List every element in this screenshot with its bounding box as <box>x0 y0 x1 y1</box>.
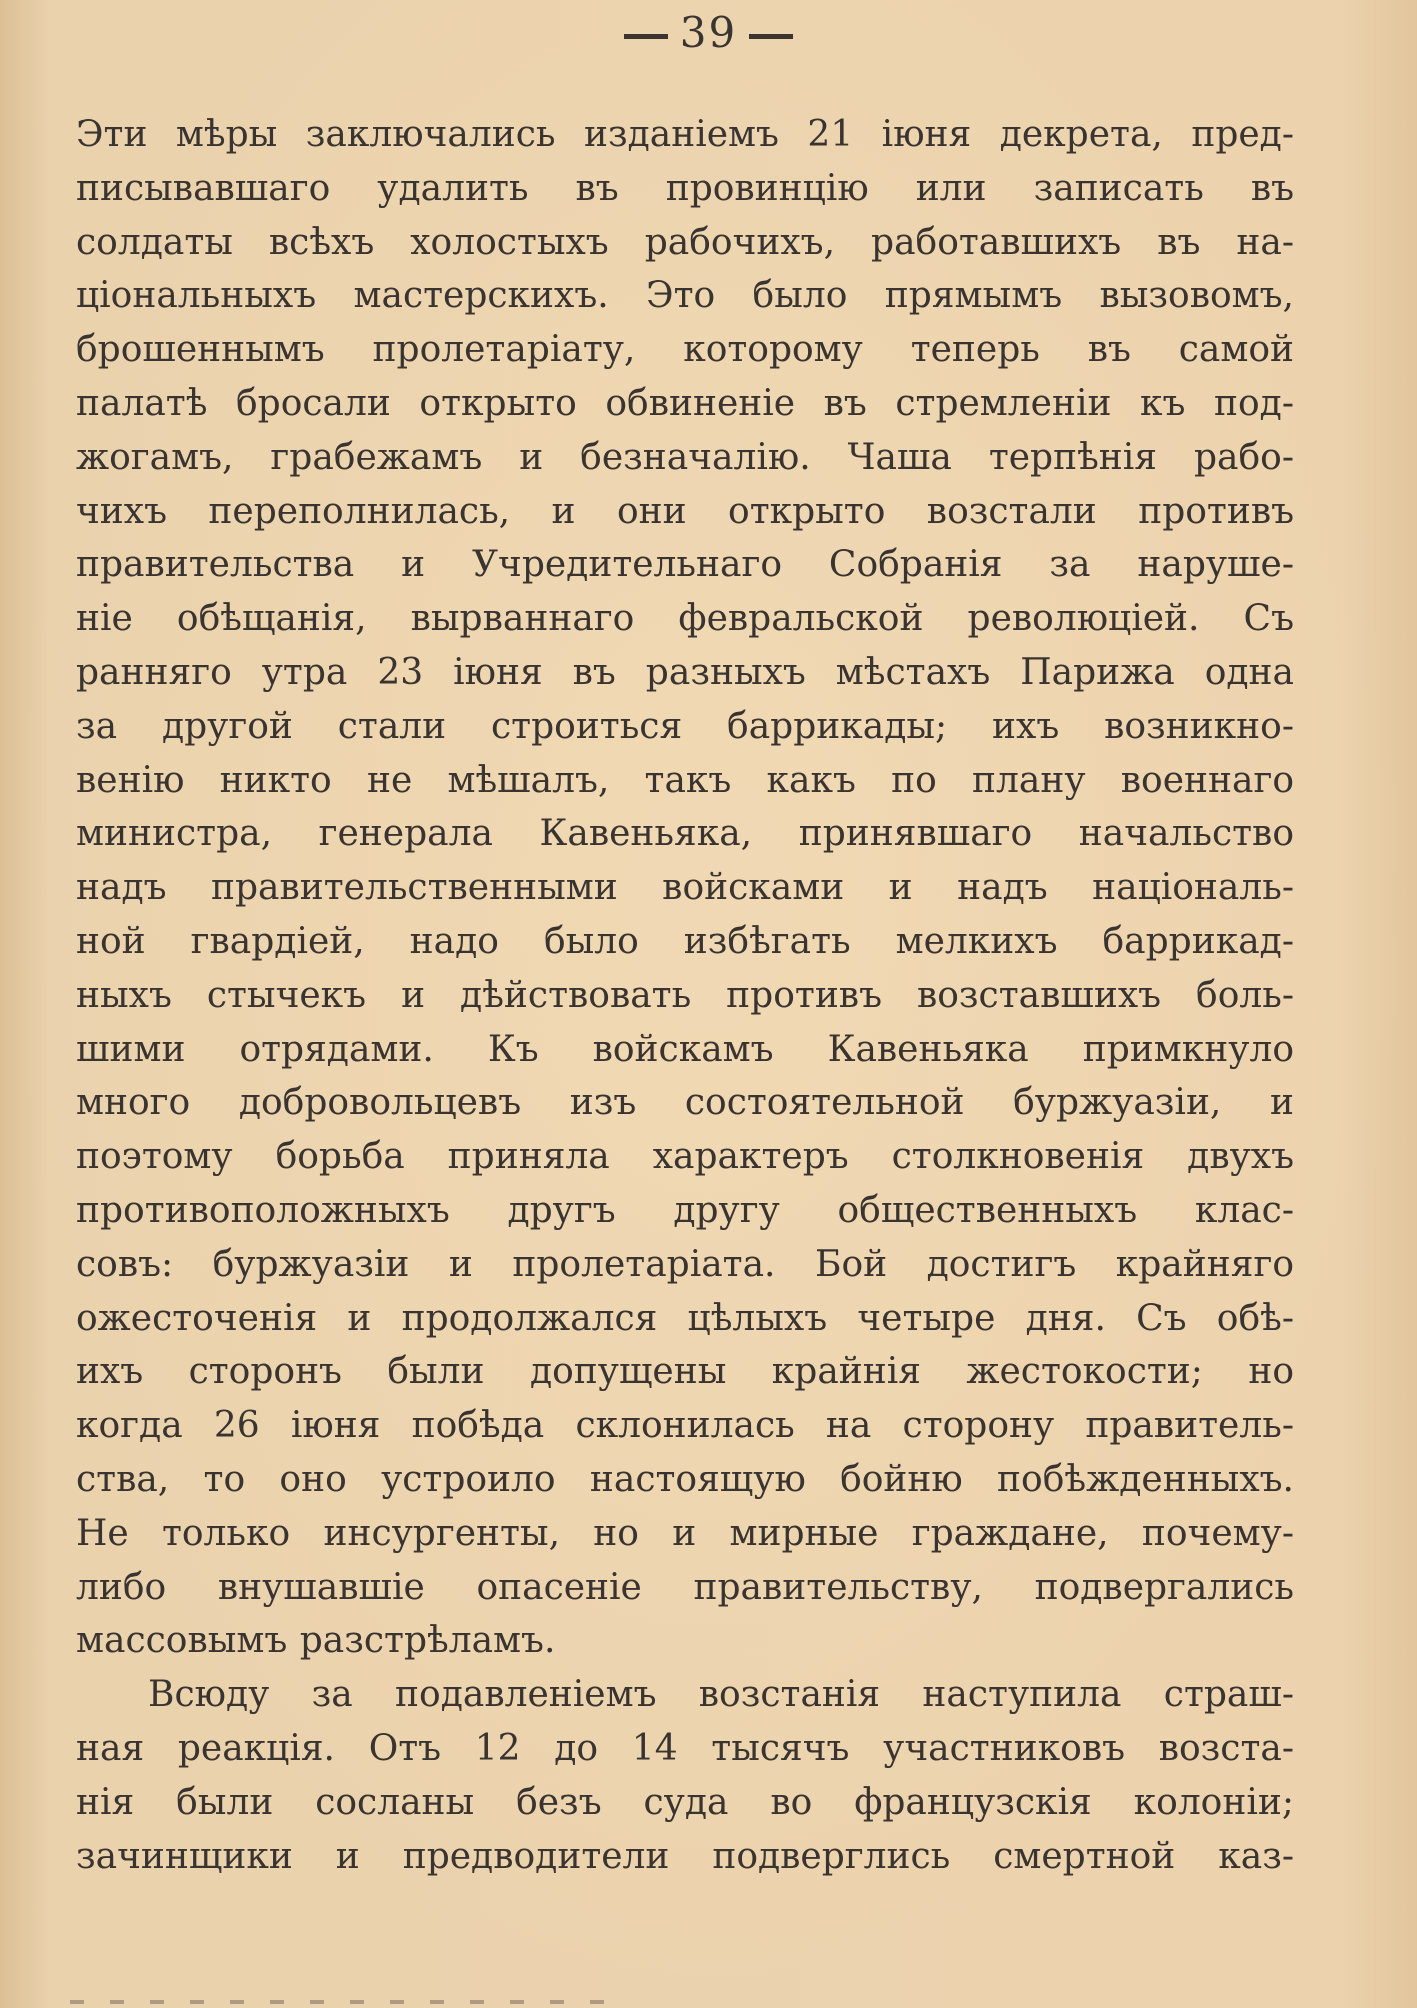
text-line: министра, генерала Кавеньяка, принявшаго начальство <box>76 813 1294 855</box>
text-line: ной гвардіей, надо было избѣгать мелкихъ баррикад- <box>76 920 1294 962</box>
text-line: ная реакція. Отъ 12 до 14 тысячъ участниковъ возста- <box>76 1727 1294 1769</box>
text-line: надъ правительственными войсками и надъ національ- <box>76 867 1294 909</box>
page-number <box>0 8 1417 57</box>
text-line: противоположныхъ другъ другу общественныхъ клас- <box>76 1189 1294 1231</box>
page-number-value: 39 <box>679 8 738 57</box>
text-line: много добровольцевъ изъ состоятельной буржуазіи, и <box>76 1082 1294 1124</box>
text-line: ніе обѣщанія, вырваннаго февральской революціей. Съ <box>76 598 1294 640</box>
text-line: когда 26 іюня побѣда склонилась на сторону правитель- <box>76 1405 1294 1447</box>
page-number-dash-left <box>624 34 668 39</box>
text-line: либо внушавшіе опасеніе правительству, подвергались <box>76 1566 1294 1608</box>
text-line: Эти мѣры заключались изданіемъ 21 іюня декрета, пред- <box>76 114 1294 155</box>
text-line: палатѣ бросали открыто обвиненіе въ стремленіи къ под- <box>76 382 1294 424</box>
print-smudge <box>70 2000 630 2004</box>
text-line: нія были сосланы безъ суда во французскія колоніи; <box>76 1781 1294 1823</box>
text-line: брошеннымъ пролетаріату, которому теперь въ самой <box>76 329 1294 371</box>
text-line: солдаты всѣхъ холостыхъ рабочихъ, работавшихъ въ на- <box>76 221 1294 263</box>
text-line: ства, то оно устроило настоящую бойню побѣжденныхъ. <box>76 1458 1294 1500</box>
text-line: жогамъ, грабежамъ и безначалію. Чаша терпѣнія рабо- <box>76 436 1294 478</box>
text-line: Всюду за подавленіемъ возстанія наступила страш- <box>148 1674 1294 1716</box>
text-line: зачинщики и предводители подверглись смертной каз- <box>76 1835 1294 1877</box>
text-line: совъ: буржуазіи и пролетаріата. Бой достигъ крайняго <box>76 1243 1294 1285</box>
text-line: ожесточенія и продолжался цѣлыхъ четыре дня. Съ обѣ- <box>76 1297 1294 1339</box>
text-line: шими отрядами. Къ войскамъ Кавеньяка примкнуло <box>76 1028 1294 1070</box>
text-line: правительства и Учредительнаго Собранія за наруше- <box>76 544 1294 586</box>
body-text <box>76 108 1294 1883</box>
text-line: поэтому борьба приняла характеръ столкновенія двухъ <box>76 1136 1294 1178</box>
text-line: ранняго утра 23 іюня въ разныхъ мѣстахъ Парижа одна <box>76 651 1294 693</box>
text-line: Не только инсургенты, но и мирные граждане, почему- <box>76 1512 1294 1554</box>
text-line: чихъ переполнилась, и они открыто возстали противъ <box>76 490 1294 532</box>
text-line: ныхъ стычекъ и дѣйствовать противъ возставшихъ боль- <box>76 974 1294 1016</box>
text-line: венію никто не мѣшалъ, такъ какъ по плану военнаго <box>76 759 1294 801</box>
text-line: ціональныхъ мастерскихъ. Это было прямымъ вызовомъ, <box>76 275 1294 317</box>
text-line: за другой стали строиться баррикады; ихъ возникно- <box>76 705 1294 747</box>
text-line: ихъ сторонъ были допущены крайнія жестокости; но <box>76 1351 1294 1393</box>
text-line: массовымъ разстрѣламъ. <box>76 1620 556 1662</box>
text-line: писывавшаго удалить въ провинцію или записать въ <box>76 167 1294 209</box>
page-number-dash-right <box>749 34 793 39</box>
